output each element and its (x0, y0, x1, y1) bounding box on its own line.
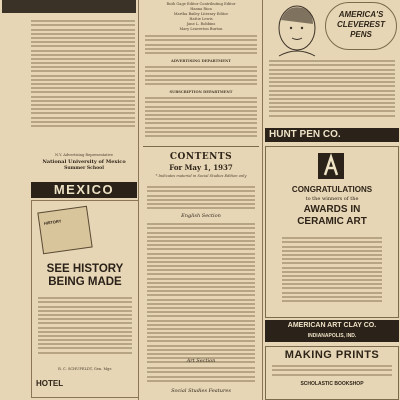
ceramic-ad-text (282, 235, 382, 304)
contents-front (147, 184, 255, 211)
scholastic-bookshop: SCHOLASTIC BOOKSHOP (300, 381, 364, 387)
editor-1: Ruth Gage Editor Contributing Editor (166, 2, 236, 6)
hotel-word: HOTEL (36, 379, 64, 388)
making-prints-title: MAKING PRINTS (284, 349, 380, 361)
sender-line: R. C. SCHUFELDT, Gen. Mgr. (58, 367, 112, 371)
clay-co-name: AMERICAN ART CLAY CO. (287, 322, 377, 329)
rep-label: N.Y. Advertising Representative (55, 153, 113, 157)
pen-ad-text (269, 58, 395, 119)
making-prints-text (272, 363, 392, 378)
contents-english (147, 221, 255, 366)
see-history-heading: SEE HISTORY BEING MADE (46, 263, 124, 288)
editor-2: Hanna Rion (190, 7, 212, 11)
congrats-line-4: CERAMIC ART (297, 216, 367, 227)
pen-ad-bubble (325, 2, 397, 50)
pen-lady-illustration (267, 2, 325, 58)
pen-ad-title: AMERICA'S CLEVEREST PENS (336, 10, 385, 39)
art-section-heading: Art Section (186, 358, 216, 364)
divider (143, 146, 259, 147)
school-sub: Summer School (64, 166, 104, 171)
staff-lines-b (145, 64, 257, 87)
photo-strip (2, 0, 136, 13)
social-section-heading: Social Studies Features (171, 388, 231, 394)
editor-3: Martha Bailey Literary Editor (173, 12, 229, 16)
left-text-block (31, 18, 135, 129)
middle-column (139, 0, 262, 400)
clay-co-city: INDIANAPOLIS, IND. (307, 333, 357, 339)
staff-lines-a (145, 33, 257, 56)
staff-lines-c (145, 95, 257, 139)
clay-co-banner (265, 320, 399, 342)
editor-5: Jane L. Robbins (186, 22, 216, 26)
editor-4: Hattie Lewis (189, 17, 213, 21)
congrats-line-1: CONGRATULATIONS (291, 185, 373, 194)
book-tag: HISTORY (43, 218, 62, 226)
sub-dept-heading: SUBSCRIPTION DEPARTMENT (169, 90, 233, 94)
english-section-heading: English Section (181, 213, 221, 219)
mexico-banner: MEXICO (31, 182, 137, 198)
hunt-pen-banner: HUNT PEN CO. (265, 128, 399, 142)
contents-title: CONTENTS (169, 152, 233, 162)
contents-note: * Indicates material in Social Studies Edition only (155, 174, 247, 178)
clay-co-logo-icon (316, 151, 346, 181)
contents-art (147, 365, 255, 384)
school-name: National University of Mexico (42, 159, 126, 165)
left-column (0, 0, 138, 400)
mexico-ad (31, 200, 139, 398)
ad-dept-heading: ADVERTISING DEPARTMENT (171, 59, 231, 63)
editor-6: Mary Leaverton Burton (179, 27, 223, 31)
congrats-line-2: to the winners of the (305, 196, 359, 202)
contents-date: For May 1, 1937 (169, 163, 233, 172)
making-prints-ad (265, 346, 399, 400)
mexico-ad-text (38, 295, 132, 356)
congrats-line-3: AWARDS IN (303, 204, 361, 215)
history-book-icon (37, 206, 92, 255)
ceramic-award-ad (265, 146, 399, 318)
right-column (263, 0, 400, 400)
